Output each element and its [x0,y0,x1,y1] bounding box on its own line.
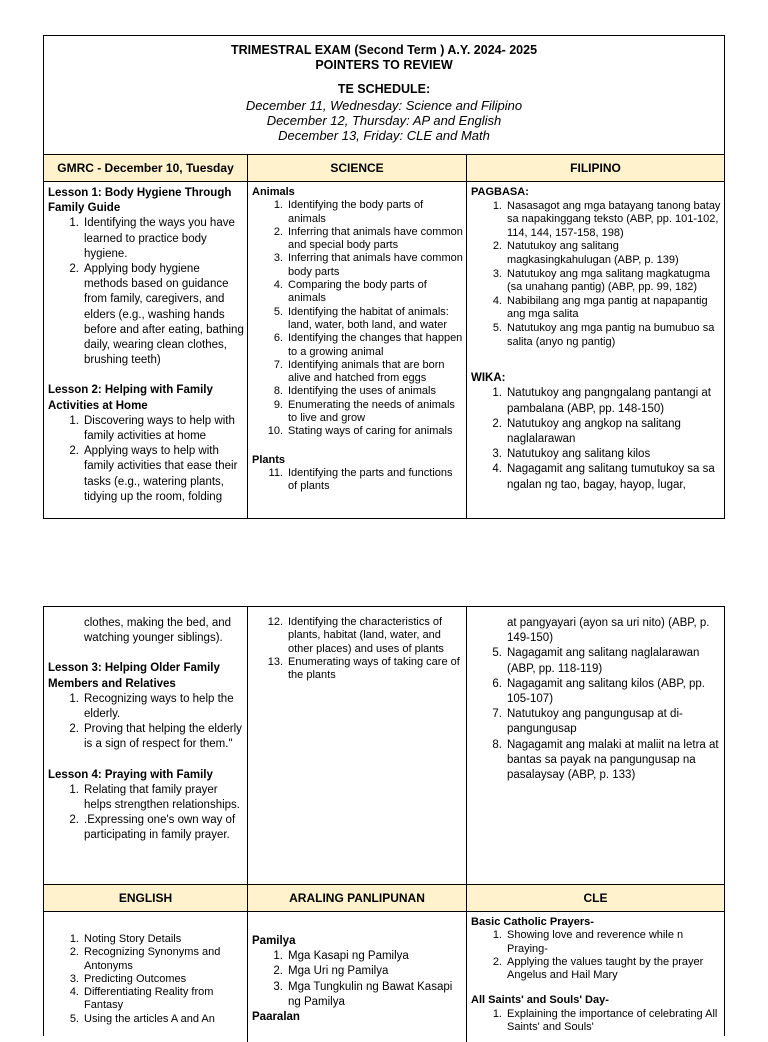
page-one-table [43,35,725,519]
lesson-heading: Lesson 4: Praying with Family [48,768,213,781]
lesson-heading: Lesson 3: Helping Older Family Members and Relatives [48,662,220,690]
subject-content-row [44,607,724,884]
list-item: 1. Explaining the importance of celebrating All Saints' and Souls' [492,1007,718,1034]
list-item: 4. Comparing the body parts of animals [273,279,427,305]
section-heading: WIKA: [471,372,506,385]
list-item: 2. Applying body hygiene methods based on guidance from family, caregivers, and elders (e.g., washing hands before and after eating, bathing daily, wearing clean clothes, brushing teeth) [69,263,244,367]
subject-header-row [44,155,724,182]
list-item: 4. Nagagamit ang salitang tumutukoy sa sa ngalan ng tao, bagay, hayop, lugar, [492,463,715,491]
filipino-header: FILIPINO [467,155,724,182]
ap-column [248,912,467,1042]
list-item: 1. Natutukoy ang pangngalang pantangi at pambalana (ABP, pp. 148-150) [492,387,711,415]
section-heading: Pamilya [252,935,296,947]
list-item: 12. Identifying the characteristics of plants, habitat (land, water, and other places) and uses of plants [267,616,444,655]
lesson-heading: Lesson 1: Body Hygiene Through Family Guide [48,187,232,215]
list-item: 7. Identifying animals that are born alive and hatched from eggs [273,358,445,385]
list-item: 7. Natutukoy ang pangungusap at di-pangungusap [492,708,683,736]
list-item: 1. Noting Story Details [69,933,182,945]
list-item: 2. Natutukoy ang salitang magkasingkahulugan (ABP, p. 139) [492,240,679,266]
list-item: 2. Inferring that animals have common and special body parts [273,225,463,252]
list-item: 2. Mga Uri ng Pamilya [273,965,389,978]
list-item: 1. Discovering ways to help with family activities at home [69,414,235,443]
section-heading: Basic Catholic Prayers- [471,916,594,928]
list-item: 5. Natutukoy ang mga pantig na bumubuo sa salita (anyo ng pantig) [492,321,715,348]
exam-title: TRIMESTRAL EXAM (Second Term ) A.Y. 2024- 2025 [230,43,538,57]
section-heading: All Saints' and Souls' Day- [471,994,609,1007]
list-item: 4. Differentiating Reality from Fantasy [69,986,214,1012]
list-item: 5. Using the articles A and An [69,1012,215,1025]
list-item: 1. Nasasagot ang mga batayang tanong batay sa napakinggang teksto (ABP, pp. 101-102, 114, 144, 157-158, 198) [492,199,721,239]
list-item-continued: at pangyayari (ayon sa uri nito) (ABP, p. 149-150) [507,617,710,645]
list-item: 3. Mga Tungkulin ng Bawat Kasapi ng Pamilya [273,980,453,1008]
schedule-line: December 13, Friday: CLE and Math [278,127,490,143]
list-item: 13. Enumerating ways of taking care of the plants [267,655,460,682]
list-item: 6. Identifying the changes that happen to a growing animal [273,332,463,358]
cle-column [467,912,724,1042]
english-column [44,912,248,1042]
filipino-column [467,182,724,518]
gmrc-header: GMRC - December 10, Tuesday [44,155,248,182]
cle-header: CLE [467,885,724,912]
list-item: 8. Identifying the uses of animals [273,385,436,398]
list-item-continued: clothes, making the bed, and watching younger siblings). [84,617,232,645]
science-header: SCIENCE [248,155,467,182]
subject-header-row [44,884,724,912]
list-item: 9. Enumerating the needs of animals to live and grow [273,398,455,425]
list-item: 1. Mga Kasapi ng Pamilya [273,950,409,963]
section-heading: Paaralan [252,1011,300,1024]
list-item: 2. Natutukoy ang angkop na salitang naglalarawan [492,417,681,445]
list-item: 11. Identifying the parts and functions of plants [268,466,453,493]
list-item: 5. Identifying the habitat of animals: land, water, both land, and water [273,305,449,331]
science-column [248,607,467,884]
list-item: 3. Inferring that animals have common body parts [273,252,463,278]
ap-header: ARALING PANLIPUNAN [248,885,467,912]
list-item: 5. Nagagamit ang salitang naglalarawan (ABP, pp. 118-119) [492,647,700,675]
list-item: 1. Identifying the body parts of animals [273,199,424,225]
list-item: 6. Nagagamit ang salitang kilos (ABP, pp. 105-107) [492,677,705,706]
list-item: 3. Natutukoy ang salitang kilos [492,448,651,461]
exam-header [44,36,724,155]
list-item: 2. .Expressing one's own way of participating in family prayer. [69,814,236,842]
english-header: ENGLISH [44,885,248,912]
list-item: 1. Showing love and reverence while n Praying- [492,929,684,955]
section-heading: PAGBASA: [471,186,529,198]
list-item: 2. Proving that helping the elderly is a sign of respect for them." [69,723,242,751]
list-item: 2. Applying the values taught by the prayer Angelus and Hail Mary [492,955,704,982]
list-item: 3. Predicting Outcomes [69,972,187,985]
subject-content-row [44,182,724,518]
list-item: 2. Applying ways to help with family activities that ease their tasks (e.g., watering plants, tidying up the room, folding [69,445,238,503]
section-heading: Plants [252,453,286,466]
filipino-column [467,607,724,884]
list-item: 10. Stating ways of caring for animals [267,425,453,438]
list-item: 1. Relating that family prayer helps strengthen relationships. [69,783,240,812]
lesson-heading: Lesson 2: Helping with Family Activities at Home [48,384,213,412]
schedule-line: December 11, Wednesday: Science and Filipino [245,97,523,113]
list-item: 3. Natutukoy ang mga salitang magkatugma (sa unahang pantig) (ABP, pp. 99, 182) [492,267,711,294]
list-item: 1. Recognizing ways to help the elderly. [69,692,234,721]
list-item: 8. Nagagamit ang malaki at maliit na letra at bantas sa payak na pangungusap na pasalaysay (ABP, p. 133) [492,738,719,782]
page-two-table [43,606,725,1036]
exam-subtitle: POINTERS TO REVIEW [315,58,453,72]
science-column [248,182,467,518]
schedule-line: December 12, Thursday: AP and English [266,112,502,128]
subject-content-row [44,912,724,1042]
schedule-label: TE SCHEDULE: [337,82,431,96]
gmrc-column [44,607,248,884]
gmrc-column [44,182,248,518]
section-heading: Animals [252,186,295,198]
list-item: 4. Nabibilang ang mga pantig at napapantig ang mga salita [492,294,708,321]
list-item: 1. Identifying the ways you have learned to practice body hygiene. [69,217,235,260]
list-item: 2. Recognizing Synonyms and Antonyms [69,946,221,972]
